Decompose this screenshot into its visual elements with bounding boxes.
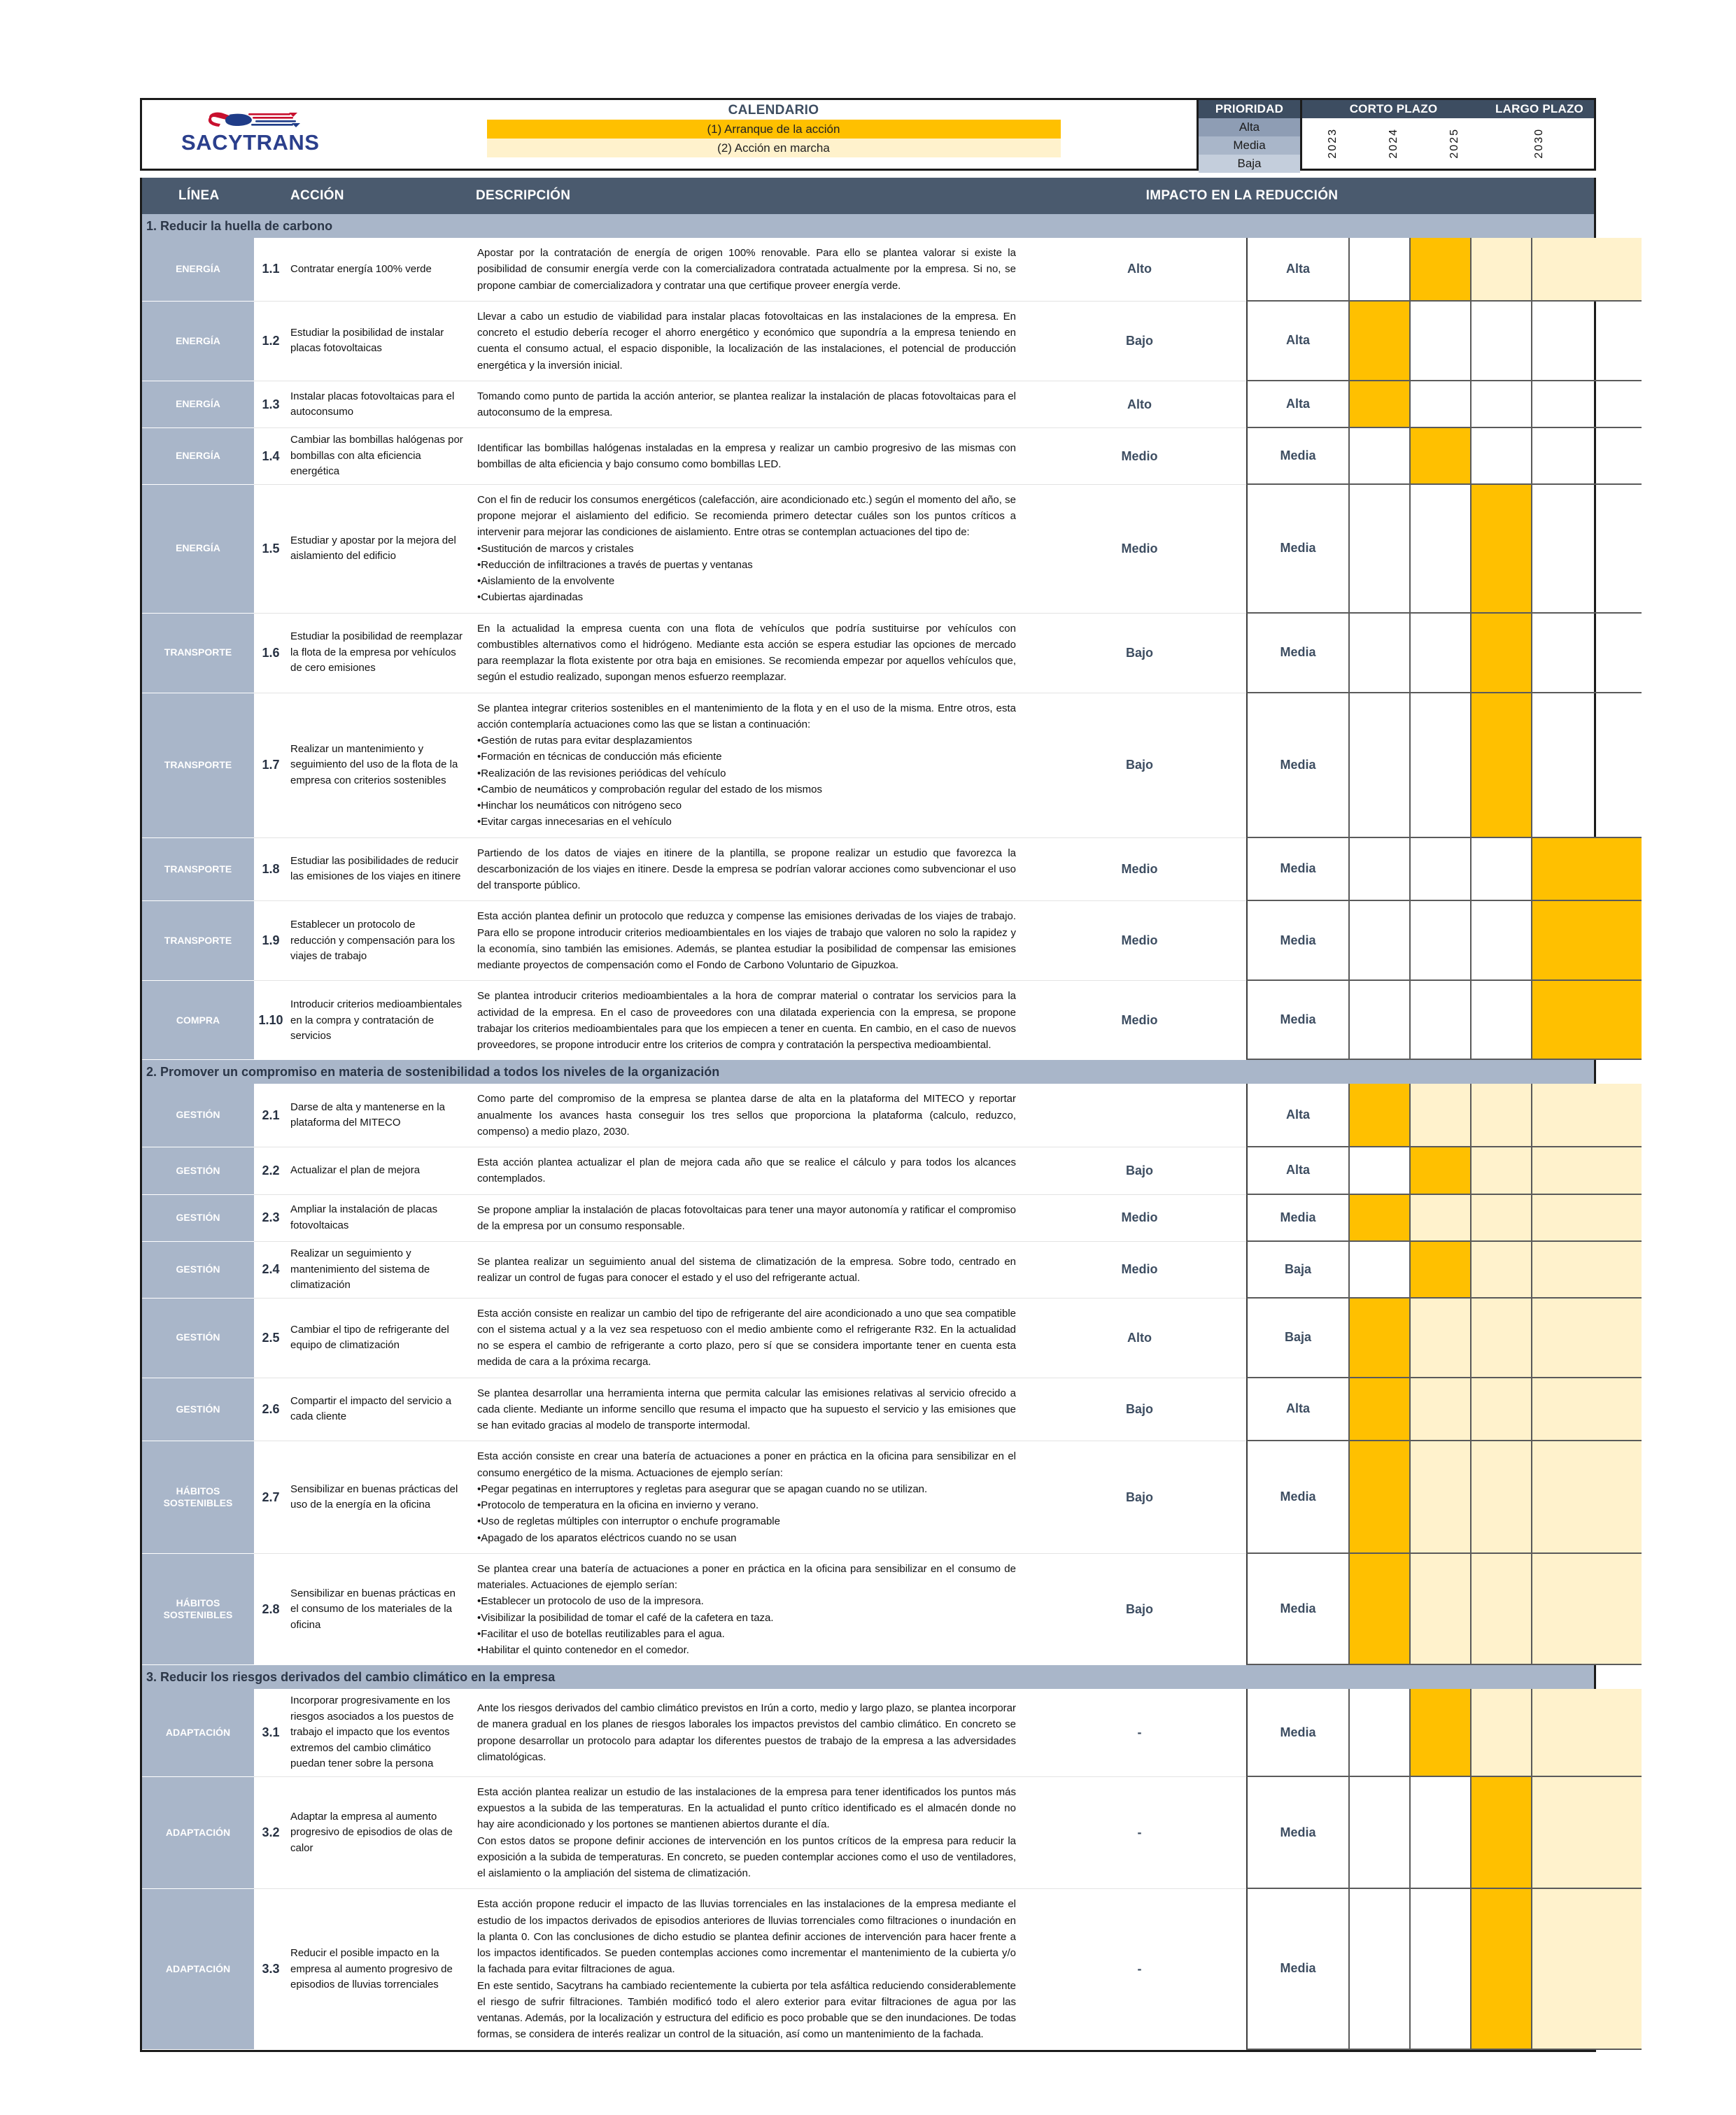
row-descripcion: Esta acción consiste en realizar un cambio del tipo de refrigerante del aire acondicionado a uno que sea compatible con el sistema actual y a la vez sea respetuoso con el medio ambiente como el refrigerante R32. En la actualidad no se espera el cambio de refrigerante a corto plazo, pero sí que se considera importante tener en cuenta esta medida de cara a la próxima recarga. xyxy=(473,1299,1033,1378)
timeline-cell-2030 xyxy=(1532,381,1642,429)
row-number: 3.3 xyxy=(262,1962,280,1976)
largo-plazo-header: LARGO PLAZO xyxy=(1485,100,1594,118)
row-linea: ENERGÍA xyxy=(142,485,254,614)
priority-legend-header: PRIORIDAD xyxy=(1199,100,1300,118)
table-row xyxy=(140,485,1596,614)
timeline-cell-2023 xyxy=(1350,302,1411,381)
row-impacto: Bajo xyxy=(1033,1147,1246,1195)
timeline-cell-2023 xyxy=(1350,1554,1411,1666)
timeline-cell-2024 xyxy=(1411,1084,1472,1147)
timeline-cell-2024 xyxy=(1411,838,1472,902)
company-name: SACYTRANS xyxy=(181,130,320,155)
row-impacto: Medio xyxy=(1033,1242,1246,1299)
section-header-pad xyxy=(1348,1060,1594,1084)
timeline-cell-2023 xyxy=(1350,838,1411,902)
row-accion: Estudiar la posibilidad de reemplazar la flota de la empresa por vehículos de cero emisiones xyxy=(288,614,473,693)
table-row xyxy=(140,1378,1596,1442)
row-descripcion: Esta acción plantea actualizar el plan de mejora cada año que se realice el cálculo y para todos los alcances contemplados. xyxy=(473,1147,1033,1195)
row-impacto: Alto xyxy=(1033,381,1246,429)
timeline-cell-2024 xyxy=(1411,302,1472,381)
row-descripcion: Esta acción plantea realizar un estudio de las instalaciones de la empresa para tener identificados los puntos más expuestos a la subida de las temperaturas. En la actualidad el punto crítico identificado es el almacén donde no hay aire acondicionado y los portones se mantienen abiertos durante el día. Con estos datos se propone definir acciones de intervención en los puntos críticos de la empresa para reducir la exposición a la subida de temperaturas. En concreto, se pueden contemplar acciones como el uso de ventiladores, el aislamiento o la ampliación del sistema de climatización. xyxy=(473,1777,1033,1890)
row-impacto: Bajo xyxy=(1033,614,1246,693)
column-header-descripcion: DESCRIPCIÓN xyxy=(476,188,571,203)
row-number: 2.4 xyxy=(254,1242,288,1299)
row-impacto: Bajo xyxy=(1033,302,1246,381)
timeline-cell-2024 xyxy=(1411,981,1472,1060)
table-row xyxy=(140,1084,1596,1147)
timeline-cell-2024 xyxy=(1411,1147,1472,1195)
table-column-headers xyxy=(140,178,1596,214)
row-linea: TRANSPORTE xyxy=(142,901,254,981)
section-header-row xyxy=(140,214,1596,238)
table-row xyxy=(140,1242,1596,1299)
table-row xyxy=(140,381,1596,429)
timeline-cell-2025 xyxy=(1472,981,1532,1060)
row-linea: HÁBITOS SOSTENIBLES xyxy=(142,1554,254,1666)
section-header-pad xyxy=(1348,1665,1594,1689)
action-plan-table xyxy=(140,214,1596,2050)
section-title: 2. Promover un compromiso en materia de sostenibilidad a todos los niveles de la organización xyxy=(142,1060,1348,1084)
priority-level-baja: Baja xyxy=(1199,155,1300,173)
timeline-cell-2025 xyxy=(1472,614,1532,693)
timeline-cell-2024 xyxy=(1411,1195,1472,1243)
row-descripcion: Se plantea crear una batería de actuaciones a poner en práctica en la oficina para sensibilizar en el consumo de materiales. Actuaciones de ejemplo serían: •Establecer un protocolo de uso de la impresora. •Visibilizar la posibilidad de tomar el café de la cafetera en taza. •Facilitar el uso de botellas reutilizables para el agua. •Habilitar el quinto contenedor en el comedor. xyxy=(477,1562,1016,1656)
timeline-cell-2025 xyxy=(1472,1777,1532,1890)
row-accion: Instalar placas fotovoltaicas para el autoconsumo xyxy=(288,381,473,429)
timeline-cell-2030 xyxy=(1532,1777,1642,1890)
row-number: 2.1 xyxy=(254,1084,288,1147)
row-impacto: - xyxy=(1033,1689,1246,1777)
row-descripcion: Se plantea integrar criterios sostenibles en el mantenimiento de la flota y en el uso de la misma. Entre otros, esta acción contemplaría actuaciones como las que se listan a continuación: •Gestión de rutas para evitar desplazamientos •Formación en técnicas de conducción más eficiente •Realización de las revisiones periódicas del vehículo •Cambio de neumáticos y comprobación regular del estado de los mismos •Hinchar los neumáticos con nitrógeno seco •Evitar cargas innecesarias en el vehículo xyxy=(473,693,1033,838)
year-header-2024: 2024 xyxy=(1387,128,1399,159)
timeline-cell-2023 xyxy=(1350,428,1411,485)
table-row xyxy=(140,1777,1596,1890)
column-header-linea: LÍNEA xyxy=(178,188,220,203)
row-impacto: Bajo xyxy=(1033,1441,1246,1554)
row-linea: ADAPTACIÓN xyxy=(142,1689,254,1777)
timeline-cell-2024 xyxy=(1411,1378,1472,1442)
timeline-cell-2024 xyxy=(1411,1242,1472,1299)
priority-level-media: Media xyxy=(1199,136,1300,155)
row-accion: Realizar un seguimiento y mantenimiento del sistema de climatización xyxy=(288,1242,473,1299)
row-number: 1.1 xyxy=(254,238,288,302)
timeline-cell-2030 xyxy=(1532,1084,1642,1147)
timeline-cell-2025 xyxy=(1472,693,1532,838)
row-impacto: Medio xyxy=(1033,1195,1246,1243)
row-number: 1.5 xyxy=(254,485,288,614)
row-prioridad: Media xyxy=(1246,1889,1350,2049)
row-descripcion: En la actualidad la empresa cuenta con una flota de vehículos que podría sustituirse por vehículos con combustibles alternativos como el hidrógeno. Mediante esta acción se espera estudiar las opciones de mercado para reemplazar la flota existente por otra baja en emisiones. Se recomienda empezar por aquellos vehículos que, según el estudio realizado, supongan menos esfuerzo reemplazar. xyxy=(473,614,1033,693)
row-impacto: - xyxy=(1033,1777,1246,1890)
timeline-cell-2025 xyxy=(1472,1554,1532,1666)
row-accion: Cambiar el tipo de refrigerante del equipo de climatización xyxy=(288,1299,473,1378)
section-header-row xyxy=(140,1665,1596,1689)
timeline-cell-2023 xyxy=(1350,1378,1411,1442)
row-accion: Realizar un mantenimiento y seguimiento del uso de la flota de la empresa con criterios sostenibles xyxy=(288,693,473,838)
row-impacto: Medio xyxy=(1033,485,1246,614)
timeline-cell-2024 xyxy=(1411,381,1472,429)
row-accion: Incorporar progresivamente en los riesgos asociados a los puestos de trabajo el impacto que los eventos extremos del cambio climático puedan tener sobre la persona xyxy=(288,1689,473,1777)
header-spacer xyxy=(140,171,1596,178)
row-accion: Darse de alta y mantenerse en la plataforma del MITECO xyxy=(288,1084,473,1147)
row-descripcion: Esta acción plantea definir un protocolo que reduzca y compense las emisiones derivadas de los viajes de trabajo. Para ello se propone introducir criterios medioambientales en los viajes de trabajo que valoren no solo la rapidez y la economía, sino también las emisiones. Además, se plantea estudiar la posibilidad de compensar las emisiones mediante proyectos de compensación como el Fondo de Carbono Voluntario de Gipuzkoa. xyxy=(473,901,1033,981)
row-prioridad: Media xyxy=(1246,901,1350,981)
timeline-cell-2025 xyxy=(1472,1441,1532,1554)
row-accion: Establecer un protocolo de reducción y compensación para los viajes de trabajo xyxy=(288,901,473,981)
row-descripcion: Se plantea introducir criterios medioambientales a la hora de comprar material o contratar los servicios para la actividad de la empresa. En el caso de proveedores con una dilatada experiencia con la empresa, se propone trabajar los criterios medioambientales para que los empiecen a tener en cuenta. En cambio, en el caso de nuevos proveedores, se propone introducir entre los criterios de compra y contratación la perspectiva medioambiental. xyxy=(477,990,1016,1051)
row-impacto: Medio xyxy=(1033,428,1246,485)
row-impacto: Medio xyxy=(1033,901,1246,981)
row-impacto: Medio xyxy=(1121,1013,1158,1028)
company-logo xyxy=(142,100,351,169)
table-row xyxy=(140,1299,1596,1378)
row-prioridad: Baja xyxy=(1246,1299,1350,1378)
row-linea: ENERGÍA xyxy=(142,238,254,302)
row-descripcion: Con el fin de reducir los consumos energéticos (calefacción, aire acondicionado etc.) según el momento del año, se propone mejorar el aislamiento del edificio. Se recomienda primero detectar cuáles son los puntos críticos a intervenir para mejorar las condiciones de aislamiento. Entre otras se contemplan actuaciones del tipo de: •Sustitución de marcos y cristales •Reducción de infiltraciones a través de puertas y ventanas •Aislamiento de la envolvente •Cubiertas ajardinadas xyxy=(473,485,1033,614)
row-linea: COMPRA xyxy=(142,981,254,1060)
legend-ongoing-swatch: (2) Acción en marcha xyxy=(487,139,1061,157)
table-row xyxy=(140,901,1596,981)
timeline-cell-2025 xyxy=(1472,1147,1532,1195)
row-number: 1.4 xyxy=(254,428,288,485)
timeline-cell-2030 xyxy=(1532,693,1642,838)
timeline-cell-2030 xyxy=(1532,302,1642,381)
table-row xyxy=(140,693,1596,838)
row-prioridad: Media xyxy=(1246,1441,1350,1554)
table-row xyxy=(140,238,1596,302)
row-descripcion: Llevar a cabo un estudio de viabilidad para instalar placas fotovoltaicas en las instalaciones de la empresa. En concreto el estudio debería recoger el ahorro energético y económico que supondría a la empresa teniendo en cuenta el consumo actual, el espacio disponible, la localización de las instalaciones, el potencial de producción energética y la inversión inicial. xyxy=(473,302,1033,381)
row-descripcion: Esta acción propone reducir el impacto de las lluvias torrenciales en las instalaciones de la empresa mediante el estudio de los impactos derivados de episodios anteriores de lluvias torrenciales como filtraciones o inundación en la planta 0. Con las conclusiones de dicho estudio se plantea definir acciones de intervención para hacer frente a los impactos identificados. Se pueden contemplas acciones como incrementar el mantenimiento de la cubierta y/o la fachada para evitar filtraciones de agua. En este sentido, Sacytrans ha cambiado recientemente la cubierta por tela asfáltica reduciendo considerablemente el riesgo de sufrir filtraciones. También modificó todo el alero exterior para evitar filtraciones de agua por las ventanas. Además, por la localización y estructura del edificio es poco probable que se den inundaciones. De todas formas, se considera de interés realizar un control de la situación, así como un mantenimiento de la fachada. xyxy=(477,1898,1016,2041)
timeline-cell-2030 xyxy=(1532,1378,1642,1442)
table-row xyxy=(140,1554,1596,1666)
timeline-cell-2024 xyxy=(1411,1689,1472,1777)
timeline-cell-2030 xyxy=(1532,238,1642,302)
row-number: 1.8 xyxy=(254,838,288,902)
section-title: 1. Reducir la huella de carbono xyxy=(142,214,1348,238)
column-header-impacto: IMPACTO EN LA REDUCCIÓN xyxy=(1145,188,1339,203)
timeline-cell-2023 xyxy=(1350,485,1411,614)
row-accion: Adaptar la empresa al aumento progresivo de episodios de olas de calor xyxy=(288,1777,473,1890)
row-prioridad: Media xyxy=(1246,838,1350,902)
row-prioridad: Media xyxy=(1246,1195,1350,1243)
timeline-cell-2030 xyxy=(1532,838,1642,902)
timeline-cell-2023 xyxy=(1350,1195,1411,1243)
row-prioridad: Media xyxy=(1246,1689,1350,1777)
row-prioridad: Media xyxy=(1246,981,1350,1060)
row-prioridad: Media xyxy=(1246,1777,1350,1890)
row-accion: Compartir el impacto del servicio a cada cliente xyxy=(288,1378,473,1442)
timeline-cell-2025 xyxy=(1472,1889,1532,2049)
row-prioridad: Alta xyxy=(1246,381,1350,429)
row-linea: TRANSPORTE xyxy=(142,614,254,693)
row-prioridad: Alta xyxy=(1246,1378,1350,1442)
row-descripcion: Se propone ampliar la instalación de placas fotovoltaicas para tener una mayor autonomía y ratificar el compromiso de la empresa por un consumo responsable. xyxy=(473,1195,1033,1243)
section-header-pad xyxy=(1348,214,1594,238)
row-impacto: Alto xyxy=(1033,238,1246,302)
table-row xyxy=(140,614,1596,693)
table-row xyxy=(140,1689,1596,1777)
row-prioridad: Media xyxy=(1246,614,1350,693)
priority-level-alta: Alta xyxy=(1199,118,1300,136)
row-accion: Estudiar la posibilidad de instalar placas fotovoltaicas xyxy=(288,302,473,381)
row-accion: Actualizar el plan de mejora xyxy=(288,1147,473,1195)
timeline-cell-2030 xyxy=(1532,901,1642,981)
timeline-cell-2024 xyxy=(1411,1889,1472,2049)
timeline-cell-2030 xyxy=(1532,1195,1642,1243)
timeline-cell-2030 xyxy=(1532,485,1642,614)
timeline-cell-2024 xyxy=(1411,1441,1472,1554)
row-linea: ENERGÍA xyxy=(142,381,254,429)
timeline-cell-2023 xyxy=(1350,1084,1411,1147)
row-accion: Sensibilizar en buenas prácticas en el consumo de los materiales de la oficina xyxy=(290,1587,456,1631)
row-number: 1.9 xyxy=(254,901,288,981)
timeline-cell-2023 xyxy=(1350,381,1411,429)
timeline-cell-2023 xyxy=(1350,1441,1411,1554)
row-descripcion: Se plantea desarrollar una herramienta interna que permita calcular las emisiones relativas al servicio ofrecido a cada cliente. Mediante un informe sencillo que resuma el impacto que ha supuesto el servicio y las emisiones que se han evitado gracias al modelo de transporte intermodal. xyxy=(473,1378,1033,1442)
row-number: 2.7 xyxy=(254,1441,288,1554)
corto-plazo-group xyxy=(1302,100,1485,169)
timeline-cell-2030 xyxy=(1532,1147,1642,1195)
year-header-2030: 2030 xyxy=(1533,128,1545,159)
timeline-cell-2030 xyxy=(1532,1554,1642,1666)
row-impacto: Bajo xyxy=(1033,693,1246,838)
timeline-cell-2024 xyxy=(1411,1777,1472,1890)
row-accion: Estudiar las posibilidades de reducir las emisiones de los viajes en itinere xyxy=(288,838,473,902)
timeline-cell-2025 xyxy=(1472,302,1532,381)
calendar-legend xyxy=(351,100,1199,169)
row-descripcion: Identificar las bombillas halógenas instaladas en la empresa y realizar un cambio progresivo de las mismas con bombillas de alta eficiencia y bajo consumo como bombillas LED. xyxy=(473,428,1033,485)
table-row xyxy=(140,1889,1596,2049)
row-number: 1.6 xyxy=(254,614,288,693)
table-bottom-border xyxy=(140,2050,1596,2052)
timeline-cell-2025 xyxy=(1472,838,1532,902)
timeline-cell-2025 xyxy=(1472,485,1532,614)
row-prioridad: Media xyxy=(1246,485,1350,614)
timeline-cell-2030 xyxy=(1532,428,1642,485)
row-prioridad: Media xyxy=(1246,693,1350,838)
row-descripcion: Tomando como punto de partida la acción anterior, se plantea realizar la instalación de placas fotovoltaicas para el autoconsumo de la empresa. xyxy=(473,381,1033,429)
table-row xyxy=(140,838,1596,902)
timeline-cell-2025 xyxy=(1472,1084,1532,1147)
timeline-cell-2024 xyxy=(1411,238,1472,302)
row-impacto: Alto xyxy=(1033,1299,1246,1378)
row-number: 1.10 xyxy=(258,1013,283,1028)
timeline-cell-2025 xyxy=(1472,428,1532,485)
row-descripcion: Apostar por la contratación de energía de origen 100% renovable. Para ello se plantea valorar si existe la posibilidad de consumir energía verde con la comercializadora contratada actualmente por la empresa. Si no, se propone cambiar de comercializadora y contratar una que certifique proveer energía verde. xyxy=(473,238,1033,302)
row-linea: GESTIÓN xyxy=(142,1378,254,1442)
row-linea: ENERGÍA xyxy=(142,428,254,485)
timeline-cell-2024 xyxy=(1411,428,1472,485)
row-linea: ADAPTACIÓN xyxy=(142,1889,254,2049)
row-number: 2.6 xyxy=(254,1378,288,1442)
row-impacto: - xyxy=(1137,1962,1142,1976)
row-accion: Contratar energía 100% verde xyxy=(288,238,473,302)
row-accion: Sensibilizar en buenas prácticas del uso de la energía en la oficina xyxy=(288,1441,473,1554)
legend-start-swatch: (1) Arranque de la acción xyxy=(487,120,1061,139)
row-impacto: Medio xyxy=(1033,838,1246,902)
timeline-cell-2023 xyxy=(1350,238,1411,302)
row-impacto: Bajo xyxy=(1125,1602,1153,1616)
row-descripcion: Como parte del compromiso de la empresa se plantea darse de alta en la plataforma del MITECO y reportar anualmente los avances hasta conseguir los tres sellos que proporciona la plataforma (calculo, reduzco, compenso) a medio plazo, 2030. xyxy=(473,1084,1033,1147)
table-row xyxy=(140,1195,1596,1243)
section-header-row xyxy=(140,1060,1596,1084)
timeline-cell-2025 xyxy=(1472,1689,1532,1777)
calendar-legend-title: CALENDARIO xyxy=(728,103,819,118)
timeline-cell-2025 xyxy=(1472,1299,1532,1378)
row-prioridad: Media xyxy=(1246,428,1350,485)
corto-plazo-header: CORTO PLAZO xyxy=(1302,100,1485,118)
table-row xyxy=(140,1441,1596,1554)
timeline-cell-2030 xyxy=(1532,1299,1642,1378)
largo-plazo-group xyxy=(1485,100,1594,169)
row-descripcion: Se plantea realizar un seguimiento anual del sistema de climatización de la empresa. Sobre todo, centrado en realizar un control de fugas para conocer el estado y el uso del refrigerante actual. xyxy=(473,1242,1033,1299)
timeline-cell-2023 xyxy=(1350,1689,1411,1777)
row-accion: Cambiar las bombillas halógenas por bombillas con alta eficiencia energética xyxy=(288,428,473,485)
row-accion: Introducir criterios medioambientales en la compra y contratación de servicios xyxy=(290,998,463,1042)
row-prioridad: Baja xyxy=(1246,1242,1350,1299)
row-linea: GESTIÓN xyxy=(142,1147,254,1195)
year-header-2023: 2023 xyxy=(1326,128,1339,159)
timeline-cell-2023 xyxy=(1350,614,1411,693)
column-header-accion: ACCIÓN xyxy=(290,188,344,203)
row-number: 2.8 xyxy=(262,1602,280,1616)
document-header xyxy=(140,98,1596,171)
row-linea: ADAPTACIÓN xyxy=(142,1777,254,1890)
timeline-cell-2023 xyxy=(1350,1299,1411,1378)
timeline-cell-2025 xyxy=(1472,1242,1532,1299)
row-prioridad: Alta xyxy=(1246,1084,1350,1147)
timeline-cell-2030 xyxy=(1532,1889,1642,2049)
row-number: 1.2 xyxy=(254,302,288,381)
row-number: 2.3 xyxy=(254,1195,288,1243)
timeline-cell-2023 xyxy=(1350,1147,1411,1195)
row-linea: TRANSPORTE xyxy=(142,693,254,838)
row-linea: ENERGÍA xyxy=(142,302,254,381)
timeline-cell-2024 xyxy=(1411,693,1472,838)
timeline-cell-2023 xyxy=(1350,1242,1411,1299)
timeline-cell-2025 xyxy=(1472,901,1532,981)
row-impacto: Bajo xyxy=(1033,1378,1246,1442)
table-row xyxy=(140,1147,1596,1195)
timeline-cell-2023 xyxy=(1350,693,1411,838)
row-accion: Estudiar y apostar por la mejora del aislamiento del edificio xyxy=(288,485,473,614)
timeline-cell-2025 xyxy=(1472,1378,1532,1442)
row-linea: TRANSPORTE xyxy=(142,838,254,902)
row-impacto xyxy=(1033,1084,1246,1147)
row-prioridad: Media xyxy=(1246,1554,1350,1666)
priority-legend xyxy=(1199,100,1302,169)
timeline-cell-2024 xyxy=(1411,485,1472,614)
timeline-cell-2024 xyxy=(1411,901,1472,981)
timeline-cell-2030 xyxy=(1532,1689,1642,1777)
row-accion: Ampliar la instalación de placas fotovoltaicas xyxy=(288,1195,473,1243)
row-linea: HÁBITOS SOSTENIBLES xyxy=(142,1441,254,1554)
table-row xyxy=(140,981,1596,1060)
timeline-cell-2023 xyxy=(1350,1889,1411,2049)
row-accion: Reducir el posible impacto en la empresa al aumento progresivo de episodios de lluvias torrenciales xyxy=(290,1947,453,1991)
year-header-2025: 2025 xyxy=(1448,128,1460,159)
timeline-cell-2030 xyxy=(1532,1441,1642,1554)
row-descripcion: Esta acción consiste en crear una batería de actuaciones a poner en práctica en la oficina para sensibilizar en el consumo energético de la misma. Actuaciones de ejemplo serían: •Pegar pegatinas en interruptores y regletas para asegurar que se apagan cuando no se utilizan. •Protocolo de temperatura en la oficina en invierno y verano. •Uso de regletas múltiples con interruptor o enchufe programable •Apagado de los aparatos eléctricos cuando no se usan xyxy=(473,1441,1033,1554)
timeline-cell-2023 xyxy=(1350,981,1411,1060)
row-number: 3.1 xyxy=(254,1689,288,1777)
row-descripcion: Ante los riesgos derivados del cambio climático previstos en Irún a corto, medio y largo plazo, se plantea incorporar de manera gradual en los planes de riesgos laborales los impactos previstos del cambio climático. En concreto se propone desarrollar un protocolo para adaptar los diferentes puestos de trabajo de la empresa a las adversidades climatológicas. xyxy=(473,1689,1033,1777)
timeline-cell-2025 xyxy=(1472,381,1532,429)
row-linea: GESTIÓN xyxy=(142,1242,254,1299)
row-prioridad: Alta xyxy=(1246,238,1350,302)
row-descripcion: Partiendo de los datos de viajes en itinere de la plantilla, se propone realizar un estudio que favorezca la descarbonización de los viajes en itinere. Desde la empresa se podrían valorar acciones como subvencionar el uso del transporte público. xyxy=(473,838,1033,902)
row-linea: GESTIÓN xyxy=(142,1195,254,1243)
table-row xyxy=(140,428,1596,485)
row-prioridad: Alta xyxy=(1246,1147,1350,1195)
row-number: 1.7 xyxy=(254,693,288,838)
timeline-cell-2023 xyxy=(1350,901,1411,981)
timeline-cell-2023 xyxy=(1350,1777,1411,1890)
table-row xyxy=(140,302,1596,381)
row-number: 1.3 xyxy=(254,381,288,429)
row-prioridad: Alta xyxy=(1246,302,1350,381)
timeline-cell-2030 xyxy=(1532,614,1642,693)
timeline-cell-2030 xyxy=(1532,981,1642,1060)
timeline-cell-2024 xyxy=(1411,1554,1472,1666)
timeline-cell-2030 xyxy=(1532,1242,1642,1299)
row-number: 2.5 xyxy=(254,1299,288,1378)
row-number: 2.2 xyxy=(254,1147,288,1195)
timeline-cell-2025 xyxy=(1472,238,1532,302)
timeline-cell-2024 xyxy=(1411,614,1472,693)
timeline-cell-2025 xyxy=(1472,1195,1532,1243)
row-linea: GESTIÓN xyxy=(142,1299,254,1378)
row-linea: GESTIÓN xyxy=(142,1084,254,1147)
timeline-cell-2024 xyxy=(1411,1299,1472,1378)
section-title: 3. Reducir los riesgos derivados del cambio climático en la empresa xyxy=(142,1665,1348,1689)
row-number: 3.2 xyxy=(254,1777,288,1890)
